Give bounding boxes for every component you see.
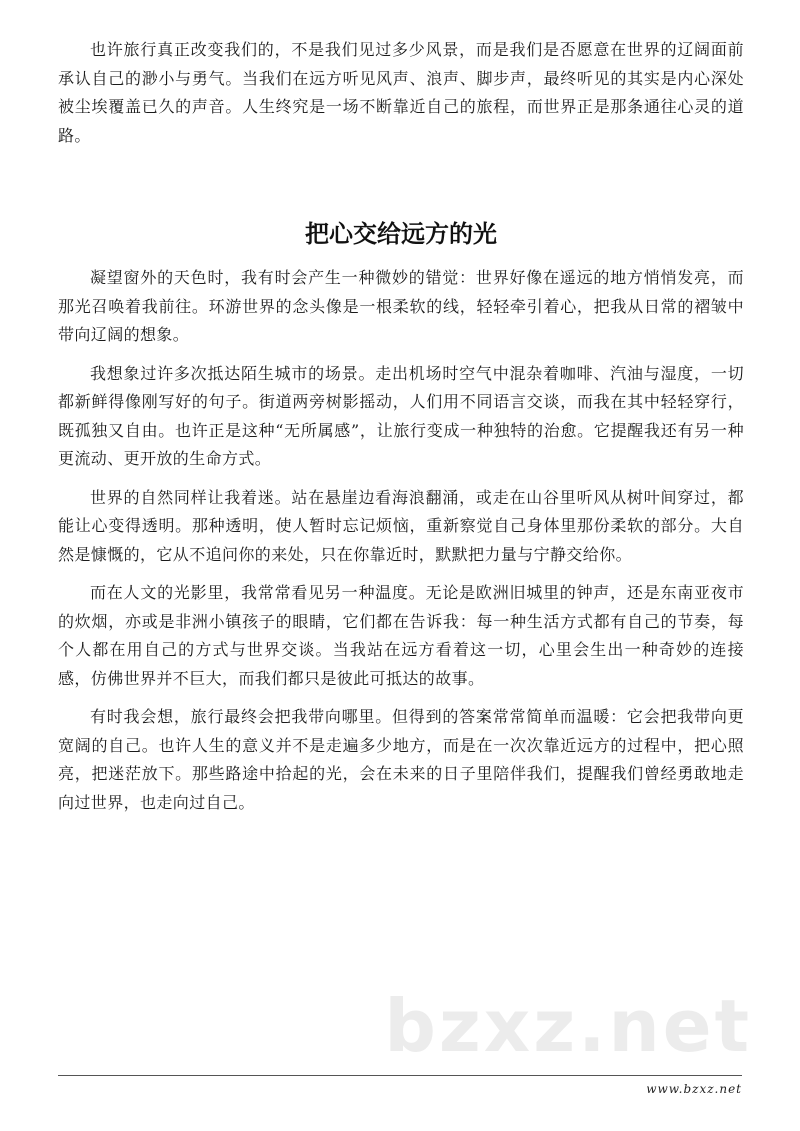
article-paragraph-3: 世界的自然同样让我着迷。站在悬崖边看海浪翻涌，或走在山谷里听风从树叶间穿过，都能让心变得透明。那种透明，使人暂时忘记烦恼，重新察觉自己身体里那份柔软的部分。大自然是慷慨的，它从不追问你的来处，只在你靠近时，默默把力量与宁静交给你。 (58, 487, 744, 564)
site-watermark: bzxz.net (384, 984, 752, 1068)
article-title: 把心交给远方的光 (305, 220, 497, 248)
footer-divider (58, 1075, 742, 1076)
article-paragraph-2: 我想象过许多次抵达陌生城市的场景。走出机场时空气中混杂着咖啡、汽油与湿度，一切都新鲜得像刚写好的句子。街道两旁树影摇动，人们用不同语言交谈，而我在其中轻轻穿行，既孤独又自由。也许正是这种“无所属感”，让旅行变成一种独特的治愈。它提醒我还有另一种更流动、更开放的生命方式。 (58, 363, 744, 468)
article-section (58, 214, 744, 827)
intro-paragraph: 也许旅行真正改变我们的，不是我们见过多少风景，而是我们是否愿意在世界的辽阔面前承认自己的渺小与勇气。当我们在远方听见风声、浪声、脚步声，最终听见的其实是内心深处被尘埃覆盖已久的声音。人生终究是一场不断靠近自己的旅程，而世界正是那条通往心灵的道路。 (58, 40, 744, 145)
article-paragraph-5: 有时我会想，旅行最终会把我带向哪里。但得到的答案常常简单而温暖：它会把我带向更宽阔的自己。也许人生的意义并不是走遍多少地方，而是在一次次靠近远方的过程中，把心照亮，把迷茫放下。那些路途中拾起的光，会在未来的日子里陪伴我们，提醒我们曾经勇敢地走向过世界，也走向过自己。 (58, 707, 744, 812)
article-paragraph-4: 而在人文的光影里，我常常看见另一种温度。无论是欧洲旧城里的钟声，还是东南亚夜市的炊烟，亦或是非洲小镇孩子的眼睛，它们都在告诉我：每一种生活方式都有自己的节奏，每个人都在用自己的方式与世界交谈。当我站在远方看着这一切，心里会生出一种奇妙的连接感，仿佛世界并不巨大，而我们都只是彼此可抵达的故事。 (58, 583, 744, 688)
footer-url: www.bzxz.net (646, 1082, 742, 1096)
article-paragraph-1: 凝望窗外的天色时，我有时会产生一种微妙的错觉：世界好像在遥远的地方悄悄发亮，而那光召唤着我前往。环游世界的念头像是一根柔软的线，轻轻牵引着心，把我从日常的褶皱中带向辽阔的想象。 (58, 268, 744, 344)
intro-section (58, 36, 744, 150)
